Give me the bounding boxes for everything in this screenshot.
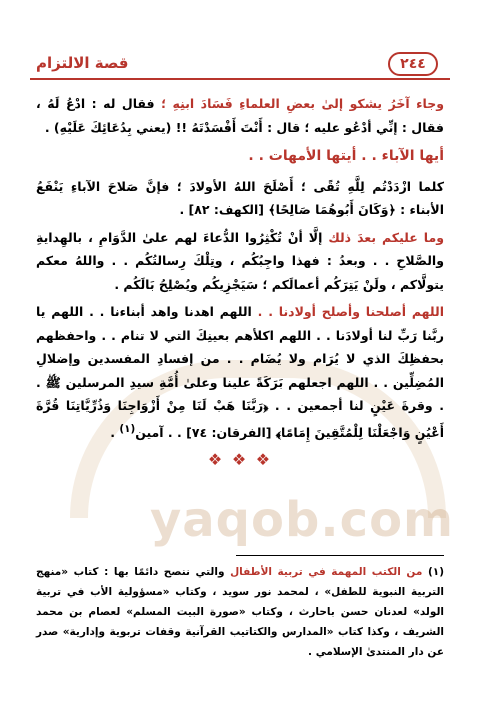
section-ornament: ❖ ❖ ❖ xyxy=(207,450,273,470)
book-title: قصة الالتزام xyxy=(36,54,129,72)
page-header xyxy=(0,48,480,78)
paragraph-1 xyxy=(36,92,444,139)
paragraph-3 xyxy=(36,226,444,297)
page-number: ٢٤٤ xyxy=(388,52,438,76)
highlight-text: اللهم أصلحنا وأصلح أولادنا . . xyxy=(257,304,444,319)
footnote-number: (١) xyxy=(427,566,445,578)
footnote-reference[interactable]: (١) xyxy=(119,422,136,435)
highlight-text: وجاء آخَرُ يشكو إلىٰ بعضِ العلماءِ فَسَادَ ابنِهِ ؛ xyxy=(161,96,444,111)
section-heading: أيها الآباء . . أيتها الأمهات . . xyxy=(248,148,444,164)
paragraph-text: إلَّا أنْ تُكْثِرُوا الدُّعاءَ لهم علىٰ الدَّوَامِ ، بالهِدايةِ والصَّلاحِ . . وبعدُ : فهذا واجِبُكُم ، وتِلْكَ رِسالتُكُم . . واللهُ معكم يتولَّاكم ، ولَنْ يَتِرَكُم أعمالَكم ؛ سَيَجْزِيكُم ويُصْلِحُ بَالَكُم . xyxy=(36,229,444,292)
footnote-highlight: من الكتب المهمة في تربية الأطفال xyxy=(230,566,423,578)
main-text xyxy=(36,92,444,476)
watermark-text: yaqob.com xyxy=(150,492,455,548)
paragraph-text: فقال له : ادْعُ لَهُ ، فقال : إنِّي أدْعُو عليه ؛ قال : أَنْتَ أَفْسَدْتَهُ !! (يعني بِدُعَائِكَ عَلَيْهِ) . xyxy=(36,96,444,135)
footnote-divider xyxy=(236,555,444,556)
highlight-text: وما عليكم بعدَ ذلك xyxy=(328,229,444,245)
paragraph-4: اللهم أصلحنا وأصلح أولادنا . . اللهم اهدنا واهد أبناءنا . . اللهم يا ربَّنا رَبِّ لنا أولادَنا . . اللهم اكلأهم بعينِكَ التي لا تنام . . واحفظهم بحفظِكَ الذي لا يُرَام ولا يُضَام . . من إفسادِ المفسدين وإضلالِ المُضِلِّين . . اللهم اجعلهم بَرَكَةً علينا وعلىٰ أُمَّةِ سيدِ المرسلين ﷺ . . وقرةَ عَيْنٍ لنا أجمعين . . ﴿رَبَّنَا هَبْ لَنَا مِنْ أَزْوَاجِنَا وَذُرِّيَّاتِنَا قُرَّةَ أَعْيُنٍ وَاجْعَلْنَا لِلْمُتَّقِينَ إِمَامًا﴾ [الفرقان: ٧٤] . . آمين$^{(١)}$ . xyxy=(36,304,444,440)
header-divider xyxy=(30,78,450,80)
footnote xyxy=(36,562,444,662)
paragraph-text: اللهم اهدنا واهد أبناءنا . . اللهم يا ربَّنا رَبِّ لنا أولادَنا . . اللهم اكلأهم بعينِكَ التي لا تنام . . واحفظهم بحفظِكَ الذي لا يُرَام ولا يُضَام . . من إفسادِ المفسدين وإضلالِ المُضِلِّين . . اللهم اجعلهم بَرَكَةً علينا وعلىٰ أُمَّةِ سيدِ المرسلين ﷺ . . وقرةَ عَيْنٍ لنا أجمعين . . ﴿رَبَّنَا هَبْ لَنَا مِنْ أَزْوَاجِنَا وَذُرِّيَّاتِنَا قُرَّةَ أَعْيُنٍ وَاجْعَلْنَا لِلْمُتَّقِينَ إِمَامًا﴾ [الفرقان: ٧٤] . . آمين xyxy=(36,304,444,440)
paragraph-2: كلما ازْدَدْتُم لِلَّهِ تُقًى ؛ أَصْلَحَ اللهُ الأولادَ ؛ فإنَّ صَلاحَ الآباءِ يَنْفَعُ الأبناء : ﴿وَكَانَ أَبُوهُمَا صَالِحًا﴾ [الكهف: ٨٢] . xyxy=(36,178,444,217)
footnote-text: والتي ننصح دائمًا بها : كتاب «منهج التربية النبوية للطفل» ، لمحمد نور سويد ، وكتاب «مسؤولية الأب في تربية الولد» لعدنان حسن باحارث ، وكتاب «صورة البيت المسلم» لعصام بن محمد الشريف ، وكذا كتاب «المدارس والكتاتيب القرآنية وقفات تربوية وإدارية» صدر عن دار المنتدىٰ الإسلامي . xyxy=(36,566,444,658)
